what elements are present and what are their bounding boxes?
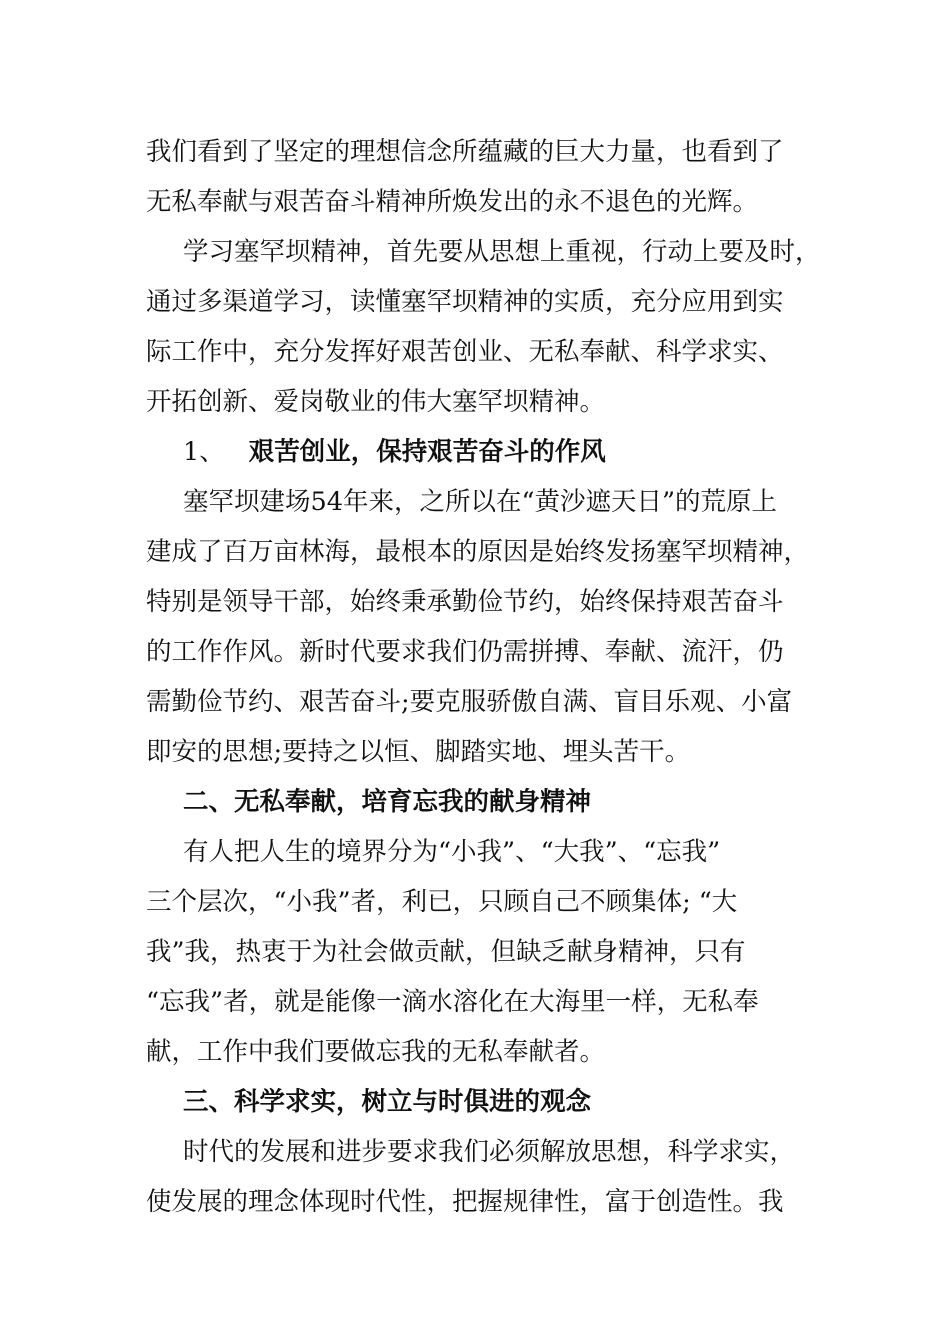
study-paragraph-line-3: 际工作中，充分发挥好艰苦创业、无私奉献、科学求实、 (146, 337, 784, 367)
intro-line-2: 无私奉献与艰苦奋斗精神所焕发出的永不退色的光辉。 (146, 187, 759, 217)
section-1-heading: 艰苦创业，保持艰苦奋斗的作风 (248, 437, 606, 467)
section-3-line-2: 使发展的理念体现时代性，把握规律性，富于创造性。我 (146, 1187, 784, 1217)
section-2-line-3: 我”我，热衷于为社会做贡献，但缺乏献身精神，只有 (146, 937, 746, 967)
section-1-line-2: 建成了百万亩林海，最根本的原因是始终发扬塞罕坝精神， (146, 537, 810, 567)
section-1-line-6: 即安的思想;要持之以恒、脚踏实地、埋头苦干。 (146, 737, 691, 767)
section-1-line-4: 的工作作风。新时代要求我们仍需拼搏、奉献、流汗，仍 (146, 637, 784, 667)
section-1-number: 1、 (183, 437, 225, 467)
section-1-line-5: 需勤俭节约、艰苦奋斗;要克服骄傲自满、盲目乐观、小富 (146, 687, 793, 717)
study-paragraph-line-1: 学习塞罕坝精神，首先要从思想上重视，行动上要及时， (183, 237, 821, 267)
study-paragraph-line-4: 开拓创新、爱岗敬业的伟大塞罕坝精神。 (146, 387, 606, 417)
section-2-line-4: “忘我”者，就是能像一滴水溶化在大海里一样，无私奉 (146, 987, 759, 1017)
section-1-heading-row (183, 435, 606, 469)
section-2-line-2: 三个层次，“小我”者，利已，只顾自己不顾集体; “大 (146, 887, 738, 917)
section-2-line-5: 献，工作中我们要做忘我的无私奉献者。 (146, 1037, 606, 1067)
study-paragraph-line-2: 通过多渠道学习，读懂塞罕坝精神的实质，充分应用到实 (146, 287, 784, 317)
section-3-heading: 三、科学求实，树立与时俱进的观念 (183, 1087, 592, 1117)
section-1-line-1: 塞罕坝建场54年来，之所以在“黄沙遮天日”的荒原上 (183, 487, 778, 517)
section-3-line-1: 时代的发展和进步要求我们必须解放思想，科学求实， (183, 1137, 796, 1167)
section-1-line-3: 特别是领导干部，始终秉承勤俭节约，始终保持艰苦奋斗 (146, 587, 784, 617)
intro-line-1: 我们看到了坚定的理想信念所蕴藏的巨大力量，也看到了 (146, 137, 784, 167)
section-2-heading: 二、无私奉献，培育忘我的献身精神 (183, 787, 592, 817)
section-2-line-1: 有人把人生的境界分为“小我”、“大我”、“忘我” (183, 837, 721, 867)
